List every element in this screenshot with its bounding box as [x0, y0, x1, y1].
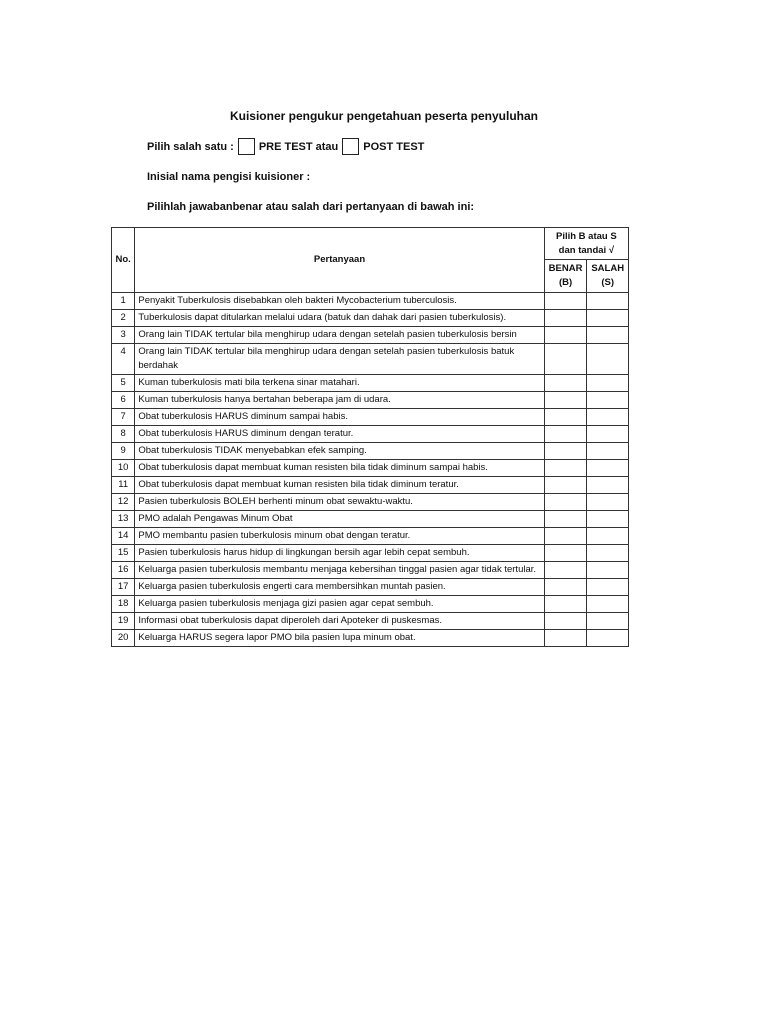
row-question: Orang lain TIDAK tertular bila menghirup udara dengan setelah pasien tuberkulosis batuk berdahak	[135, 344, 544, 375]
table-row	[112, 460, 629, 477]
initial-name-label: Inisial nama pengisi kuisioner :	[147, 171, 311, 183]
row-question: Obat tuberkulosis TIDAK menyebabkan efek samping.	[135, 443, 544, 460]
row-number: 9	[112, 443, 135, 460]
row-number: 15	[112, 545, 135, 562]
row-number: 12	[112, 494, 135, 511]
row-question: Informasi obat tuberkulosis dapat diperoleh dari Apoteker di puskesmas.	[135, 613, 544, 630]
row-number: 20	[112, 630, 135, 647]
row-question: Keluarga pasien tuberkulosis menjaga gizi pasien agar cepat sembuh.	[135, 596, 544, 613]
answer-true-cell[interactable]	[544, 409, 587, 426]
answer-false-cell[interactable]	[587, 426, 629, 443]
answer-false-cell[interactable]	[587, 392, 629, 409]
answer-true-cell[interactable]	[544, 344, 587, 375]
row-number: 10	[112, 460, 135, 477]
answer-false-cell[interactable]	[587, 511, 629, 528]
header-question: Pertanyaan	[135, 228, 544, 293]
row-number: 2	[112, 310, 135, 327]
answer-true-cell[interactable]	[544, 477, 587, 494]
answer-false-cell[interactable]	[587, 460, 629, 477]
answer-false-cell[interactable]	[587, 443, 629, 460]
table-row	[112, 375, 629, 392]
table-row	[112, 443, 629, 460]
row-question: PMO membantu pasien tuberkulosis minum obat dengan teratur.	[135, 528, 544, 545]
row-question: Keluarga HARUS segera lapor PMO bila pasien lupa minum obat.	[135, 630, 544, 647]
row-number: 4	[112, 344, 135, 375]
answer-true-cell[interactable]	[544, 579, 587, 596]
row-question: Tuberkulosis dapat ditularkan melalui udara (batuk dan dahak dari pasien tuberkulosis).	[135, 310, 544, 327]
answer-true-cell[interactable]	[544, 327, 587, 344]
table-row	[112, 511, 629, 528]
table-row	[112, 426, 629, 443]
table-row	[112, 327, 629, 344]
row-question: Obat tuberkulosis dapat membuat kuman resisten bila tidak diminum teratur.	[135, 477, 544, 494]
answer-true-cell[interactable]	[544, 392, 587, 409]
table-row	[112, 409, 629, 426]
answer-false-cell[interactable]	[587, 327, 629, 344]
answer-true-cell[interactable]	[544, 460, 587, 477]
row-question: Pasien tuberkulosis BOLEH berhenti minum obat sewaktu-waktu.	[135, 494, 544, 511]
answer-false-cell[interactable]	[587, 596, 629, 613]
post-test-label: POST TEST	[363, 140, 425, 153]
choose-label: Pilih salah satu :	[147, 140, 234, 153]
pre-test-label: PRE TEST atau	[258, 140, 339, 153]
header-choice: Pilih B atau S dan tandai √	[544, 228, 628, 260]
answer-true-cell[interactable]	[544, 562, 587, 579]
answer-false-cell[interactable]	[587, 409, 629, 426]
row-question: Penyakit Tuberkulosis disebabkan oleh bakteri Mycobacterium tuberculosis.	[135, 293, 544, 310]
row-question: PMO adalah Pengawas Minum Obat	[135, 511, 544, 528]
table-row	[112, 562, 629, 579]
table-row	[112, 293, 629, 310]
answer-false-cell[interactable]	[587, 630, 629, 647]
row-question: Orang lain TIDAK tertular bila menghirup udara dengan setelah pasien tuberkulosis bersin	[135, 327, 544, 344]
row-question: Kuman tuberkulosis mati bila terkena sinar matahari.	[135, 375, 544, 392]
row-number: 8	[112, 426, 135, 443]
answer-true-cell[interactable]	[544, 426, 587, 443]
page-title: Kuisioner pengukur pengetahuan peserta penyuluhan	[229, 109, 539, 123]
table-row	[112, 310, 629, 327]
answer-false-cell[interactable]	[587, 562, 629, 579]
post-test-checkbox[interactable]	[342, 138, 359, 155]
answer-false-cell[interactable]	[587, 613, 629, 630]
row-question: Obat tuberkulosis HARUS diminum dengan teratur.	[135, 426, 544, 443]
row-number: 17	[112, 579, 135, 596]
row-number: 7	[112, 409, 135, 426]
answer-true-cell[interactable]	[544, 596, 587, 613]
row-number: 5	[112, 375, 135, 392]
pre-test-checkbox[interactable]	[238, 138, 255, 155]
answer-false-cell[interactable]	[587, 293, 629, 310]
row-question: Obat tuberkulosis dapat membuat kuman resisten bila tidak diminum sampai habis.	[135, 460, 544, 477]
row-question: Pasien tuberkulosis harus hidup di lingkungan bersih agar lebih cepat sembuh.	[135, 545, 544, 562]
answer-true-cell[interactable]	[544, 310, 587, 327]
answer-true-cell[interactable]	[544, 630, 587, 647]
row-number: 6	[112, 392, 135, 409]
table-row	[112, 579, 629, 596]
instruction-text: Pilihlah jawabanbenar atau salah dari pertanyaan di bawah ini:	[147, 201, 475, 213]
row-number: 18	[112, 596, 135, 613]
answer-false-cell[interactable]	[587, 344, 629, 375]
table-row	[112, 477, 629, 494]
header-no: No.	[112, 228, 135, 293]
table-row	[112, 596, 629, 613]
answer-true-cell[interactable]	[544, 494, 587, 511]
row-number: 13	[112, 511, 135, 528]
test-type-row	[147, 138, 424, 155]
table-row	[112, 494, 629, 511]
row-number: 14	[112, 528, 135, 545]
row-number: 16	[112, 562, 135, 579]
answer-false-cell[interactable]	[587, 494, 629, 511]
table-row	[112, 613, 629, 630]
row-number: 19	[112, 613, 135, 630]
answer-false-cell[interactable]	[587, 477, 629, 494]
header-false: SALAH (S)	[587, 260, 629, 293]
answer-true-cell[interactable]	[544, 443, 587, 460]
row-question: Kuman tuberkulosis hanya bertahan beberapa jam di udara.	[135, 392, 544, 409]
row-number: 3	[112, 327, 135, 344]
row-number: 11	[112, 477, 135, 494]
answer-true-cell[interactable]	[544, 375, 587, 392]
question-table	[111, 227, 629, 647]
table-row	[112, 545, 629, 562]
answer-true-cell[interactable]	[544, 528, 587, 545]
table-row	[112, 392, 629, 409]
header-true: BENAR (B)	[544, 260, 587, 293]
table-row	[112, 630, 629, 647]
answer-true-cell[interactable]	[544, 293, 587, 310]
table-row	[112, 344, 629, 375]
answer-true-cell[interactable]	[544, 511, 587, 528]
answer-false-cell[interactable]	[587, 375, 629, 392]
answer-false-cell[interactable]	[587, 310, 629, 327]
row-question: Keluarga pasien tuberkulosis engerti cara membersihkan muntah pasien.	[135, 579, 544, 596]
row-question: Keluarga pasien tuberkulosis membantu menjaga kebersihan tinggal pasien agar tidak tertular.	[135, 562, 544, 579]
answer-true-cell[interactable]	[544, 545, 587, 562]
row-question: Obat tuberkulosis HARUS diminum sampai habis.	[135, 409, 544, 426]
answer-true-cell[interactable]	[544, 613, 587, 630]
answer-false-cell[interactable]	[587, 545, 629, 562]
table-row	[112, 528, 629, 545]
row-number: 1	[112, 293, 135, 310]
answer-false-cell[interactable]	[587, 528, 629, 545]
answer-false-cell[interactable]	[587, 579, 629, 596]
